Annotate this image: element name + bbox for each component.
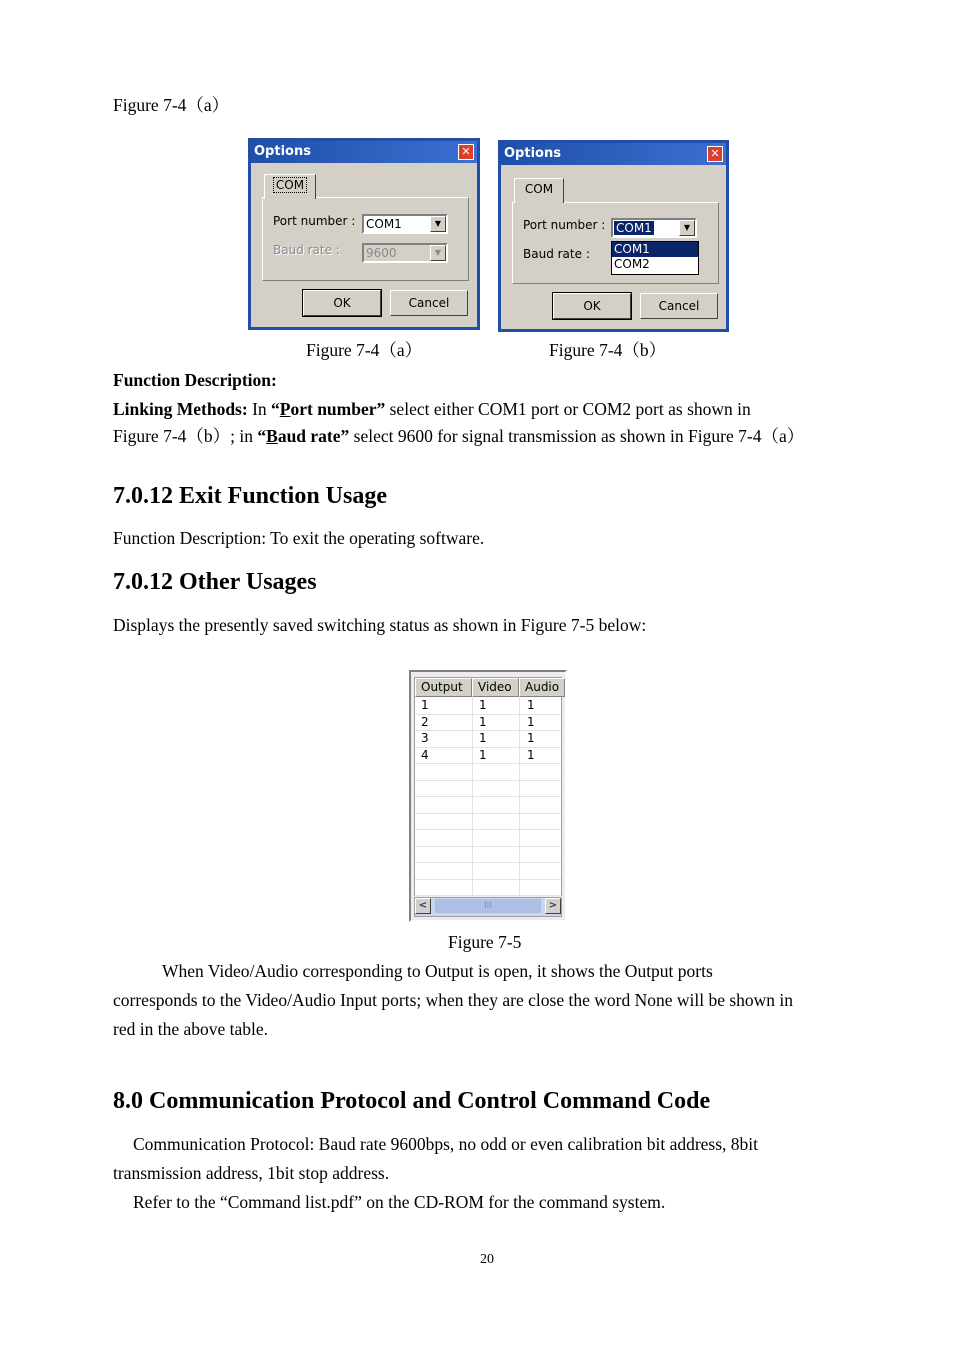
term-rest: ort number” <box>290 399 386 419</box>
empty-row <box>415 763 561 781</box>
paragraph-line: transmission address, 1bit stop address. <box>113 1163 390 1183</box>
video-cell: 1 <box>479 714 487 729</box>
column-header-video[interactable]: Video <box>472 678 519 697</box>
text-run: In <box>247 399 272 419</box>
term-rest: aud rate” <box>277 426 350 446</box>
tab-com-label: COM <box>524 182 554 196</box>
port-number-value: COM1 <box>616 221 652 235</box>
port-number-label: Port number : <box>273 214 356 228</box>
output-cell: 4 <box>421 747 429 762</box>
baud-rate-value: 9600 <box>366 246 397 260</box>
port-number-select[interactable] <box>362 214 448 234</box>
section-exit-title: 7.0.12 Exit Function Usage <box>113 483 388 509</box>
scroll-left-icon[interactable]: < <box>415 898 431 914</box>
paragraph-line: red in the above table. <box>113 1019 269 1039</box>
tab-com[interactable] <box>514 178 564 203</box>
empty-row <box>415 813 561 831</box>
empty-row <box>415 796 561 814</box>
table-row[interactable] <box>415 714 561 732</box>
quote: “ <box>271 399 280 419</box>
empty-row <box>415 780 561 798</box>
chevron-down-icon[interactable]: ▼ <box>679 220 695 236</box>
audio-cell: 1 <box>527 698 535 712</box>
baud-rate-term <box>257 426 349 446</box>
baud-rate-label: Baud rate : <box>273 243 340 257</box>
chevron-down-icon[interactable]: ▼ <box>430 216 446 232</box>
figure-caption-a: Figure 7-4（a） <box>306 340 423 360</box>
figure-caption-top: Figure 7-4（a） <box>113 95 230 115</box>
text-run: select 9600 for signal transmission as shown in Figure 7-4（a） <box>349 426 805 446</box>
column-header-audio[interactable]: Audio <box>519 678 565 697</box>
dropdown-option[interactable]: COM1 <box>612 242 698 257</box>
output-cell: 2 <box>421 714 429 729</box>
chevron-down-icon[interactable]: ▼ <box>430 245 446 261</box>
table-row[interactable] <box>415 747 561 765</box>
close-icon[interactable]: ✕ <box>707 146 723 162</box>
baud-rate-label: Baud rate : <box>523 247 590 261</box>
linking-methods-line1 <box>113 398 751 420</box>
empty-row <box>415 862 561 880</box>
paragraph-line: Refer to the “Command list.pdf” on the CD-ROM for the command system. <box>133 1192 666 1212</box>
section8-title: 8.0 Communication Protocol and Control Command Code <box>113 1088 711 1114</box>
empty-row <box>415 879 561 897</box>
port-number-label: Port number : <box>523 218 606 232</box>
paragraph-line: corresponds to the Video/Audio Input ports; when they are close the word None will be shown in <box>113 990 794 1010</box>
paragraph-line: Communication Protocol: Baud rate 9600bps, no odd or even calibration bit address, 8bit <box>133 1134 759 1154</box>
figure-7-5-caption: Figure 7-5 <box>448 932 522 952</box>
quote: “ <box>257 426 267 446</box>
output-cell: 1 <box>421 698 429 712</box>
port-number-value: COM1 <box>366 217 402 231</box>
underlined-letter: P <box>279 399 291 419</box>
ok-button[interactable]: OK <box>553 293 631 319</box>
cancel-button[interactable]: Cancel <box>640 293 718 319</box>
tab-com[interactable] <box>264 174 316 199</box>
table-row[interactable] <box>415 730 561 748</box>
empty-row <box>415 846 561 864</box>
port-dropdown-list[interactable] <box>611 241 699 275</box>
column-header-output[interactable]: Output <box>415 678 472 697</box>
table-row[interactable] <box>415 697 561 715</box>
options-dialog-b <box>498 140 729 332</box>
linking-methods-line2 <box>113 425 804 447</box>
underlined-letter: B <box>266 426 278 446</box>
section-other-text: Displays the presently saved switching status as shown in Figure 7-5 below: <box>113 615 647 635</box>
linking-label: Linking Methods: <box>113 399 248 419</box>
baud-rate-select[interactable] <box>362 243 448 263</box>
text-run: select either COM1 port or COM2 port as shown in <box>385 399 751 419</box>
figure-caption-b: Figure 7-4（b） <box>549 340 667 360</box>
cancel-button[interactable]: Cancel <box>390 290 468 316</box>
horizontal-scrollbar[interactable] <box>414 897 562 917</box>
audio-cell: 1 <box>527 714 535 729</box>
section-other-title: 7.0.12 Other Usages <box>113 569 317 595</box>
page-number: 20 <box>480 1252 494 1267</box>
ok-button[interactable]: OK <box>303 290 381 316</box>
port-number-term <box>271 399 385 419</box>
table-body <box>414 677 562 896</box>
options-dialog-a <box>248 138 480 330</box>
close-icon[interactable]: ✕ <box>458 144 474 160</box>
dialog-title-bar: Options <box>501 143 726 165</box>
paragraph-line: When Video/Audio corresponding to Output is open, it shows the Output ports <box>162 961 713 981</box>
audio-cell: 1 <box>527 731 535 745</box>
scrollbar-thumb[interactable]: III <box>435 899 541 913</box>
video-cell: 1 <box>479 698 487 712</box>
com-tab-page <box>262 197 469 281</box>
dropdown-option[interactable]: COM2 <box>614 257 650 271</box>
output-cell: 3 <box>421 731 429 745</box>
scroll-right-icon[interactable]: > <box>545 898 561 914</box>
tab-com-label: COM <box>273 177 307 193</box>
text-run: Figure 7-4（b）; in <box>113 426 258 446</box>
empty-row <box>415 829 561 847</box>
section-exit-text: Function Description: To exit the operating software. <box>113 528 485 548</box>
switching-status-table <box>409 670 567 922</box>
video-cell: 1 <box>479 747 487 762</box>
video-cell: 1 <box>479 731 487 745</box>
dialog-title-bar: Options <box>251 141 477 163</box>
function-description-heading: Function Description: <box>113 370 277 390</box>
audio-cell: 1 <box>527 747 535 762</box>
port-number-select[interactable] <box>611 218 697 238</box>
